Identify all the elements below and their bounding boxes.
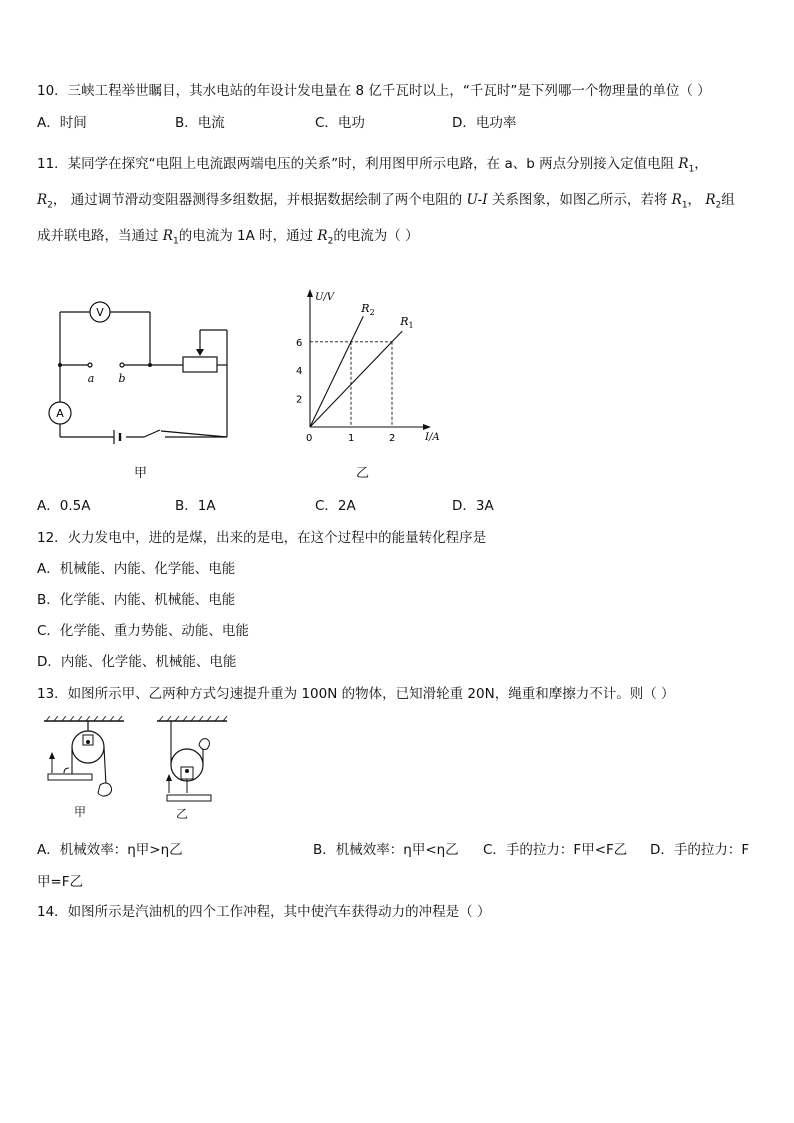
circuit-svg (40, 290, 240, 450)
q11-text: ， 通过调节滑动变阻器测得多组数据，并根据数据绘制了两个电阻的 (52, 192, 467, 208)
q11-text: 的电流为（ ） (333, 228, 419, 244)
circuit-caption: 甲 (134, 466, 148, 481)
series-line-r2 (310, 316, 363, 427)
q10-option-c: C．电功 (315, 115, 365, 131)
voltmeter-label: V (96, 306, 104, 319)
q11-stem-line3 (37, 226, 419, 252)
q10-stem: 10．三峡工程举世瞩目，其水电站的年设计发电量在 8 亿千瓦时以上，“千瓦时”是下列哪一个物理量的单位（ ） (37, 83, 711, 99)
q11-option-a: A．0.5A (37, 498, 91, 514)
r-symbol: R (678, 156, 689, 172)
q11-text: 的电流为 1A 时，通过 (178, 228, 318, 244)
terminal-a-icon (88, 363, 92, 367)
pulley-yi-svg (155, 715, 235, 815)
q11-option-b: B．1A (175, 498, 216, 514)
q12-option-c: C．化学能、重力势能、动能、电能 (37, 623, 249, 639)
q10-option-a: A．时间 (37, 115, 87, 131)
q11-stem-line1 (37, 154, 708, 180)
q10-option-b: B．电流 (175, 115, 225, 131)
series-label-r2-sub: 2 (369, 308, 375, 318)
series-line-r1 (310, 331, 402, 427)
r-sub: 2 (327, 236, 334, 247)
hand-icon (98, 783, 112, 796)
origin-label: 0 (306, 433, 313, 444)
point-a-label: a (87, 372, 95, 385)
q13-option-d-cont: 甲=F乙 (37, 874, 84, 890)
terminal-b-icon (120, 363, 124, 367)
series-label-r1-sub: 1 (408, 321, 414, 331)
ui-symbol: U-I (466, 192, 488, 208)
axle-dot-icon (185, 769, 189, 773)
y-tick-label: 4 (296, 366, 303, 378)
r-sub: 1 (172, 236, 179, 247)
switch-wire (161, 431, 227, 437)
y-axis-arrow-icon (307, 289, 313, 297)
rope-right (104, 747, 106, 785)
series-label-r2 (360, 302, 374, 317)
r-sub: 1 (688, 164, 695, 175)
r-symbol: R (37, 192, 48, 208)
switch-icon (144, 430, 160, 437)
slider-arrow-icon (196, 349, 204, 356)
q13-option-a: A．机械效率：η甲>η乙 (37, 842, 183, 858)
r-symbol: R (317, 228, 328, 244)
q11-text: ， (687, 192, 706, 208)
series-label-r1-text: R (400, 315, 409, 329)
rheostat-icon (183, 357, 217, 372)
q12-option-d: D．内能、化学能、机械能、电能 (37, 654, 237, 670)
r-sub: 2 (715, 200, 722, 211)
ui-graph-svg (285, 285, 455, 455)
q13-option-c: C．手的拉力：F甲<F乙 (483, 842, 628, 858)
pulley-yi-caption: 乙 (176, 807, 189, 821)
q12-stem: 12．火力发电中，进的是煤，出来的是电，在这个过程中的能量转化程序是 (37, 530, 487, 546)
x-axis-arrow-icon (423, 424, 431, 430)
hand-icon (199, 739, 210, 750)
x-tick-label: 1 (348, 433, 355, 444)
r-symbol: R (671, 192, 682, 208)
arrow-head-icon (49, 752, 55, 759)
y-tick-label: 6 (296, 337, 303, 349)
q11-stem-line2 (37, 190, 735, 216)
load-block-icon (48, 774, 92, 780)
y-tick-label: 2 (296, 394, 303, 406)
q10-option-d: D．电功率 (452, 115, 517, 131)
q11-text: 11．某同学在探究“电阻上电流跟两端电压的关系”时，利用图甲所示电路，在 a、b 两点分别接入定值电阻 (37, 156, 679, 172)
q13-option-b: B．机械效率：η甲<η乙 (313, 842, 459, 858)
series-label-r1 (399, 315, 413, 330)
hook-icon (64, 768, 69, 773)
series-label-r2-text: R (361, 302, 370, 316)
q11-option-c: C．2A (315, 498, 356, 514)
r-sub: 2 (47, 200, 53, 211)
q11-text: 成并联电路，当通过 (37, 228, 163, 244)
x-axis-label: I/A (425, 432, 440, 443)
pulley-jia-caption: 甲 (74, 805, 87, 819)
point-b-label: b (118, 372, 126, 385)
junction-dot-icon (148, 363, 152, 367)
q11-text: 关系图象，如图乙所示，若将 (487, 192, 672, 208)
ammeter-label: A (56, 407, 64, 420)
comma: ， (694, 156, 708, 172)
x-tick-label: 2 (389, 433, 396, 444)
q13-stem: 13．如图所示甲、乙两种方式匀速提升重为 100N 的物体，已知滑轮重 20N，绳重和摩擦力不计。则（ ） (37, 686, 675, 702)
y-axis-label: U/V (315, 292, 335, 303)
r-symbol: R (705, 192, 716, 208)
r-sub: 1 (681, 200, 688, 211)
q12-option-b: B．化学能、内能、机械能、电能 (37, 592, 236, 608)
arrow-head-icon (166, 774, 172, 781)
q13-option-d: D．手的拉力：F (650, 842, 750, 858)
load-block-icon (167, 795, 211, 801)
r-symbol: R (162, 228, 173, 244)
ui-graph (285, 285, 455, 455)
q11-text: 组 (721, 192, 735, 208)
q12-option-a: A．机械能、内能、化学能、电能 (37, 561, 236, 577)
pulley-figure-yi (155, 715, 235, 815)
q11-option-d: D．3A (452, 498, 494, 514)
graph-caption: 乙 (356, 466, 370, 481)
junction-dot-icon (58, 363, 62, 367)
axle-dot-icon (86, 740, 90, 744)
q14-stem: 14．如图所示是汽油机的四个工作冲程，其中使汽车获得动力的冲程是（ ） (37, 904, 491, 920)
circuit-diagram (40, 290, 240, 450)
